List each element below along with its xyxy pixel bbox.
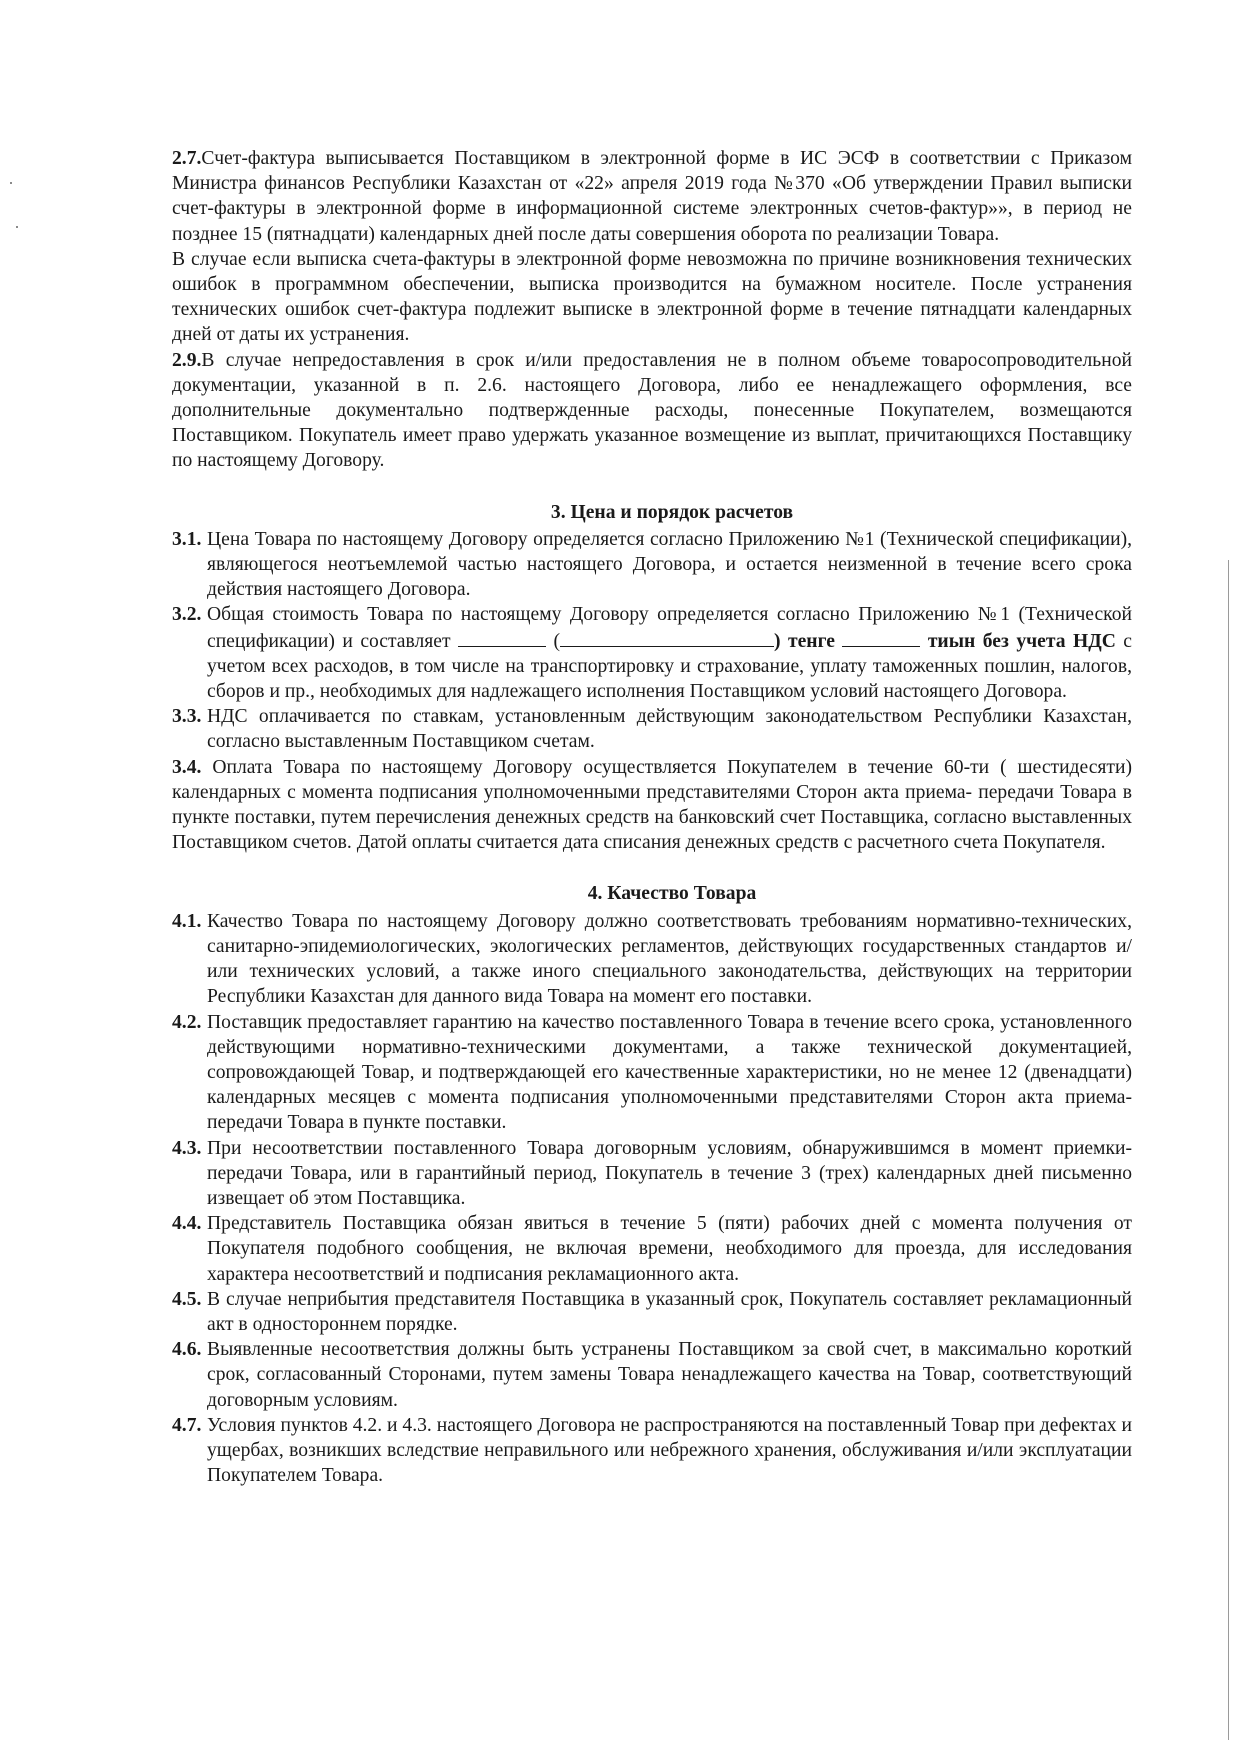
clause-number: 3.4.	[172, 756, 202, 778]
clause-number: 4.7.	[172, 1414, 202, 1436]
clause-number: 3.3.	[172, 706, 202, 728]
scan-speck	[10, 182, 12, 184]
clause-number: 4.5.	[172, 1288, 202, 1310]
clause-number: 4.2.	[172, 1011, 202, 1033]
clause-number: 4.6.	[172, 1339, 202, 1361]
clause-text: Счет-фактура выписывается Поставщиком в электронной форме в ИС ЭСФ в соответствии с Приказом Министра финансов Республики Казахстан от «22» апреля 2019 года №370 «Об утверждении Правил выписки счет-фактуры в электронной форме в информационной системе электронных счетов-фактур»», в период не позднее 15 (пятнадцати) календарных дней после даты совершения оборота по реализации Товара.	[172, 148, 1132, 245]
clause-text: Представитель Поставщика обязан явиться в течение 5 (пяти) рабочих дней с момента получения от Покупателя подобного сообщения, не включая времени, необходимого для проезда, для исследования характера несоответствий и подписания рекламационного акта.	[207, 1213, 1132, 1285]
amount-words-blank	[560, 628, 774, 647]
clause-4-5	[172, 1287, 1132, 1337]
clause-text: Выявленные несоответствия должны быть устранены Поставщиком за свой счет, в максимально короткий срок, согласованный Сторонами, путем замены Товара ненадлежащего качества на Товар, соответствующий договорным условиям.	[207, 1339, 1132, 1411]
clause-3-1	[172, 527, 1132, 603]
amount-blank	[458, 628, 546, 647]
clause-2-9	[172, 348, 1132, 474]
clause-4-1	[172, 909, 1132, 1010]
clause-2-7	[172, 146, 1132, 247]
clause-text: Условия пунктов 4.2. и 4.3. настоящего Договора не распространяются на поставленный Товар при дефектах и ущербах, возникших вследствие неправильного или небрежного хранения, обслуживания и/или эксплуатации Покупателем Товара.	[207, 1414, 1132, 1487]
clause-3-2	[172, 602, 1132, 704]
tenge-label: ) тенге	[773, 630, 835, 652]
section-3-heading: 3. Цена и порядок расчетов	[550, 501, 794, 523]
clause-text-part: с учетом всех расходов, в том числе на транспортировку и страхование, уплату таможенных пошлин, налогов, сборов и пр., необходимых для надлежащего исполнения Поставщиком условий настоящего Договора.	[207, 630, 1132, 703]
scan-edge-line	[1228, 560, 1229, 1740]
clause-number: 2.7.	[172, 148, 202, 169]
clause-text: Цена Товара по настоящему Договору определяется согласно Приложению №1 (Технической спецификации), являющегося неотъемлемой частью настоящего Договора, и остается неизменной в течение всего срока действия настоящего Договора.	[207, 528, 1132, 601]
clause-number: 4.3.	[172, 1137, 202, 1159]
clause-number: 3.1.	[172, 528, 202, 550]
scan-speck	[16, 226, 18, 228]
section-4-heading: 4. Качество Товара	[587, 883, 757, 905]
clause-text-part: Общая стоимость Товара по настоящему Договору определяется согласно Приложению №1 (Технической спецификации) и составляет	[207, 604, 1132, 652]
clause-text: Качество Товара по настоящему Договору должно соответствовать требованиям нормативно-технических, санитарно-эпидемиологических, экологических регламентов, действующих государственных стандартов и/или технических условий, а также иного специального законодательства, действующих на территории Республики Казахстан для данного вида Товара на момент его поставки.	[207, 910, 1132, 1008]
clause-4-3	[172, 1136, 1132, 1212]
clause-text: Поставщик предоставляет гарантию на качество поставленного Товара в течение всего срока, установленного действующими нормативно-техническими документами, а также технической документацией, сопровождающей Товар, и подтверждающей его качественные характеристики, но не менее 12 (двенадцати) календарных месяцев с момента подписания уполномоченными представителями Сторон акта приема-передачи Товара в пункте поставки.	[207, 1011, 1132, 1134]
clause-number: 4.4.	[172, 1213, 202, 1235]
clause-number: 2.9.	[172, 349, 202, 371]
clause-4-4	[172, 1211, 1132, 1287]
clause-number: 4.1.	[172, 910, 202, 932]
clause-number: 3.2.	[172, 604, 202, 626]
clause-3-3	[172, 704, 1132, 754]
clause-3-4	[172, 755, 1132, 856]
clause-text: В случае непредоставления в срок и/или предоставления не в полном объеме товаросопроводительной документации, указанной в п. 2.6. настоящего Договора, либо ее ненадлежащего оформления, все дополнительные документально подтвержденные расходы, понесенные Покупателем, возмещаются Поставщиком. Покупатель имеет право удержать указанное возмещение из выплат, причитающихся Поставщику по настоящему Договору.	[172, 349, 1132, 472]
clause-text	[207, 602, 1132, 704]
document-body	[172, 146, 1132, 1488]
clause-text: При несоответствии поставленного Товара договорным условиям, обнаружившимся в момент приемки-передачи Товара, или в гарантийный период, Покупатель в течение 3 (трех) календарных дней письменно извещает об этом Поставщика.	[207, 1137, 1132, 1209]
tiyn-blank	[842, 628, 920, 647]
tiyn-vat-label: тиын без учета НДС	[927, 630, 1116, 652]
clause-text: В случае неприбытия представителя Поставщика в указанный срок, Покупатель составляет рекламационный акт в одностороннем порядке.	[207, 1288, 1132, 1335]
paren-open: (	[553, 630, 560, 652]
clause-4-6	[172, 1337, 1132, 1413]
clause-text: НДС оплачивается по ставкам, установленным действующим законодательством Республики Казахстан, согласно выставленным Поставщиком счетам.	[207, 706, 1132, 753]
clause-text: Оплата Товара по настоящему Договору осуществляется Покупателем в течение 60-ти ( шестидесяти) календарных с момента подписания уполномоченными представителями Сторон акта приема- передачи Товара в пункте поставки, путем перечисления денежных средств на банковский счет Поставщика, согласно выставленных Поставщиком счетов. Датой оплаты считается дата списания денежных средств с расчетного счета Покупателя.	[172, 756, 1132, 854]
clause-4-2	[172, 1010, 1132, 1136]
clause-2-7-continuation: В случае если выписка счета-фактуры в электронной форме невозможна по причине возникновения технических ошибок в программном обеспечении, выписка производится на бумажном носителе. После устранения технических ошибок счет-фактура подлежит выписке в электронной форме в течение пятнадцати календарных дней от даты их устранения.	[172, 248, 1132, 346]
clause-4-7	[172, 1413, 1132, 1489]
